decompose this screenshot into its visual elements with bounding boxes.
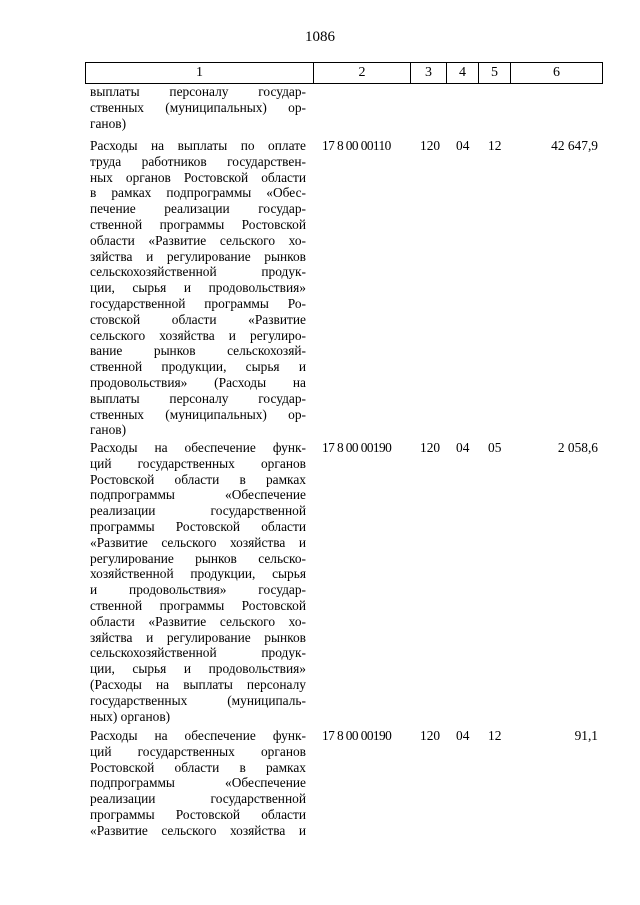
description-line: ственной программы Ростовской bbox=[90, 597, 306, 613]
row-section: 04 bbox=[456, 138, 470, 153]
description-line: ственных (муниципальных) ор- bbox=[90, 99, 306, 115]
description-line: хозяйственной продукции, сырья bbox=[90, 566, 306, 582]
description-line: программы Ростовской области bbox=[90, 806, 306, 822]
description-line: ций государственных органов bbox=[90, 455, 306, 471]
description-line: государственной программы Ро- bbox=[90, 295, 306, 311]
description-line: подпрограммы «Обеспечение bbox=[90, 487, 306, 503]
description-line: зяйства и регулирование рынков bbox=[90, 629, 306, 645]
row-expense-type: 120 bbox=[420, 440, 441, 455]
description-line: труда работников государствен- bbox=[90, 153, 306, 169]
description-line: Ростовской области в рамках bbox=[90, 759, 306, 775]
description-line: сельского хозяйства и регулиро- bbox=[90, 327, 306, 343]
row-code: 17 8 00 00190 bbox=[322, 728, 392, 743]
description-line: ций государственных органов bbox=[90, 743, 306, 759]
description-line: стовской области «Развитие bbox=[90, 311, 306, 327]
header-col-5: 5 bbox=[479, 63, 511, 84]
page-number: 1086 bbox=[305, 29, 335, 45]
row-description bbox=[90, 138, 306, 438]
header-col-2: 2 bbox=[314, 63, 411, 84]
description-line: Ростовской области в рамках bbox=[90, 471, 306, 487]
description-line: ственной продукции, сырья и bbox=[90, 359, 306, 375]
row-section: 04 bbox=[456, 440, 470, 455]
description-line: «Развитие сельского хозяйства и bbox=[90, 534, 306, 550]
description-line: Расходы на обеспечение функ- bbox=[90, 728, 306, 743]
description-line: области «Развитие сельского хо- bbox=[90, 613, 306, 629]
row-expense-type: 120 bbox=[420, 728, 441, 743]
description-line: подпрограммы «Обеспечение bbox=[90, 775, 306, 791]
description-line: сельскохозяйственной продук- bbox=[90, 645, 306, 661]
description-line: ции, сырья и продовольствия» bbox=[90, 280, 306, 296]
description-line: Расходы на выплаты по оплате bbox=[90, 138, 306, 153]
description-line: вание рынков сельскохозяй- bbox=[90, 343, 306, 359]
table-header bbox=[85, 62, 603, 84]
description-line: (Расходы на выплаты персоналу bbox=[90, 676, 306, 692]
description-line: ственных (муниципальных) ор- bbox=[90, 406, 306, 422]
description-line: Расходы на обеспечение функ- bbox=[90, 440, 306, 455]
row-amount: 91,1 bbox=[574, 728, 598, 743]
description-line: сельскохозяйственной продук- bbox=[90, 264, 306, 280]
header-col-3: 3 bbox=[411, 63, 447, 84]
row-subsection: 12 bbox=[488, 728, 502, 743]
description-line: области «Развитие сельского хо- bbox=[90, 232, 306, 248]
description-line: выплаты персоналу государ- bbox=[90, 84, 306, 99]
description-line: ных) органов) bbox=[90, 708, 171, 724]
description-line: реализации государственной bbox=[90, 503, 306, 519]
description-line: «Развитие сельского хозяйства и bbox=[90, 822, 306, 838]
header-col-1: 1 bbox=[86, 63, 314, 84]
description-line: государственных (муниципаль- bbox=[90, 692, 306, 708]
row-subsection: 05 bbox=[488, 440, 502, 455]
header-col-4: 4 bbox=[447, 63, 479, 84]
description-line: печение реализации государ- bbox=[90, 201, 306, 217]
row-amount: 42 647,9 bbox=[551, 138, 598, 153]
row-code: 17 8 00 00190 bbox=[322, 440, 392, 455]
description-line: в рамках подпрограммы «Обес- bbox=[90, 185, 306, 201]
description-line: ции, сырья и продовольствия» bbox=[90, 661, 306, 677]
header-col-6: 6 bbox=[511, 63, 603, 84]
description-line: ных органов Ростовской области bbox=[90, 169, 306, 185]
row-code: 17 8 00 00110 bbox=[322, 138, 391, 153]
description-line: ганов) bbox=[90, 115, 127, 131]
description-line: выплаты персоналу государ- bbox=[90, 390, 306, 406]
description-line: реализации государственной bbox=[90, 791, 306, 807]
description-line: и продовольствия» государ- bbox=[90, 582, 306, 598]
row-section: 04 bbox=[456, 728, 470, 743]
description-line: регулирование рынков сельско- bbox=[90, 550, 306, 566]
description-line: программы Ростовской области bbox=[90, 518, 306, 534]
row-expense-type: 120 bbox=[420, 138, 441, 153]
row-amount: 2 058,6 bbox=[557, 440, 598, 455]
description-line: продовольствия» (Расходы на bbox=[90, 374, 306, 390]
header-row bbox=[86, 63, 603, 84]
description-line: зяйства и регулирование рынков bbox=[90, 248, 306, 264]
row-description bbox=[90, 440, 306, 724]
row-subsection: 12 bbox=[488, 138, 502, 153]
description-line: ственной программы Ростовской bbox=[90, 216, 306, 232]
row-description bbox=[90, 728, 306, 839]
description-line: ганов) bbox=[90, 422, 127, 438]
row-description bbox=[90, 84, 306, 131]
